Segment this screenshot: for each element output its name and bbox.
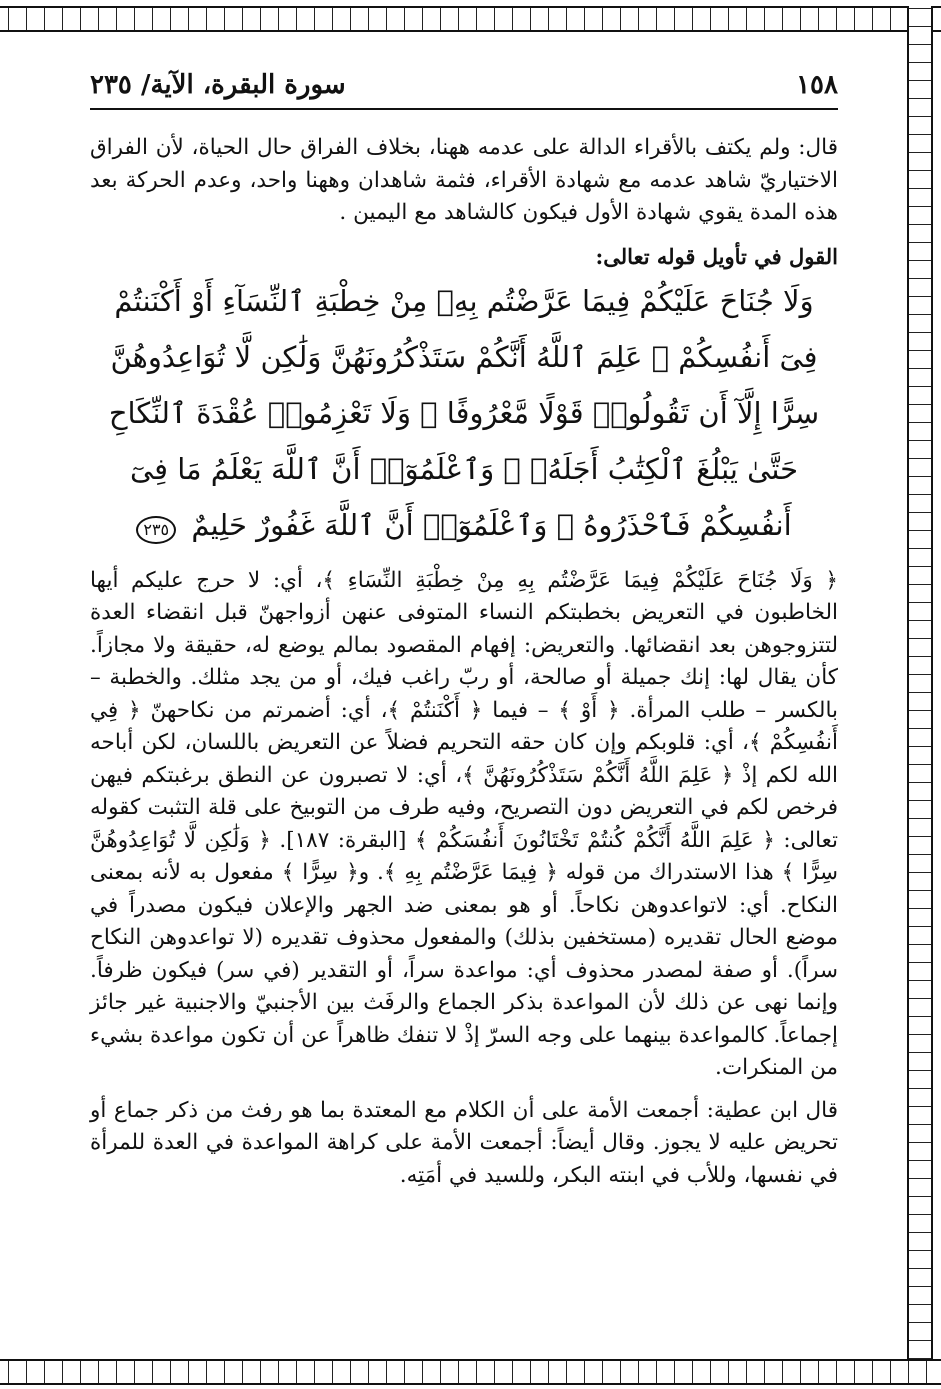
surah-reference: سورة البقرة، الآية/ ٢٣٥ xyxy=(90,70,346,100)
ornamental-border-top xyxy=(0,6,941,32)
intro-paragraph: قال: ولم يكتف بالأقراء الدالة على عدمه ههنا، بخلاف الفراق حال الحياة، لأن الفراق الاختياريّ شاهد عدمه مع شهادة الأقراء، فثمة شاهدان وههنا واحد، وعدم الحركة بعد هذه المدة يقوي شهادة الأول فيكون كالشاهد مع اليمين . xyxy=(90,135,838,225)
commentary-paragraph: ﴿ وَلَا جُنَاحَ عَلَيْكُمْ فِيمَا عَرَّضْتُم بِهِ مِنْ خِطْبَةِ النِّسَاءِ ﴾، أي: لا حرج عليكم أيها الخاطبون في التعريض بخطبتكم النساء المتوفى عنهن أزواجهنّ قبل انقضاء العدة لتتزوجوهن بعد انقضائها. والتعريض: إفهام المقصود بمالم يوضع له، حقيقة ولا مجازاً. كأن يقال لها: إنك جميلة أو صالحة، أو ربّ راغب فيك، أو من يجد مثلك. والخطبة – بالكسر – طلب المرأة. ﴿ أَوْ ﴾ – فيما ﴿ أَكْنَنتُمْ ﴾، أي: أضمرتم من نكاحهنّ ﴿ فِي أَنفُسِكُمْ ﴾، أي: قلوبكم وإن كان حقه التحريم فضلاً عن التعريض باللسان، لكن أباحه الله لكم إذْ ﴿ عَلِمَ اللَّهُ أَنَّكُمْ سَتَذْكُرُونَهُنَّ ﴾، أي: لا تصبرون عن النطق برغبتكم فيهن فرخص لكم في التعريض دون التصريح، وفيه طرف من التوبيخ على قلة التثبت كقوله تعالى: ﴿ عَلِمَ اللَّهُ أَنَّكُمْ كُنتُمْ تَخْتَانُونَ أَنفُسَكُمْ ﴾ [البقرة: ١٨٧]. ﴿ وَلَٰكِن لَّا تُوَاعِدُوهُنَّ سِرًّا ﴾ هذا الاستدراك من قوله ﴿ فِيمَا عَرَّضْتُم بِهِ ﴾. و﴿ سِرًّا ﴾ مفعول به لأنه بمعنى النكاح. أي: لاتواعدوهن نكاحاً. أو هو بمعنى ضد الجهر والإعلان فيكون مصدراً في موضع الحال تقديره (مستخفين بذلك) والمفعول محذوف تقديره (لا تواعدوهن النكاح سراً). أو صفة لمصدر محذوف أي: مواعدة سراً، أو التقدير (في سر) فيكون ظرفاً. وإنما نهى عن ذلك لأن المواعدة بذكر الجماع والرفَث بين الأجنبيّ والاجنبية غير جائز إجماعاً. كالمواعدة بينهما على وجه السرّ إذْ لا تنفك ظاهراً عن أن تكون مواعدة بشيء من المنكرات. xyxy=(90,567,838,1080)
quran-verse xyxy=(108,273,820,553)
page-number: ١٥٨ xyxy=(796,70,838,100)
verse-text: وَلَا جُنَاحَ عَلَيْكُمْ فِيمَا عَرَّضْتُم بِهِۦ مِنْ خِطْبَةِ ٱلنِّسَآءِ أَوْ أَكْنَنتُمْ فِىٓ أَنفُسِكُمْ ۚ عَلِمَ ٱللَّهُ أَنَّكُمْ سَتَذْكُرُونَهُنَّ وَلَٰكِن لَّا تُوَاعِدُوهُنَّ سِرًّا إِلَّآ أَن تَقُولُوا۟ قَوْلًا مَّعْرُوفًا ۚ وَلَا تَعْزِمُوا۟ عُقْدَةَ ٱلنِّكَاحِ حَتَّىٰ يَبْلُغَ ٱلْكِتَٰبُ أَجَلَهُۥ ۚ وَٱعْلَمُوٓا۟ أَنَّ ٱللَّهَ يَعْلَمُ مَا فِىٓ أَنفُسِكُمْ فَٱحْذَرُوهُ ۚ وَٱعْلَمُوٓا۟ أَنَّ ٱللَّهَ غَفُورٌ حَلِيمٌ xyxy=(108,283,820,542)
ornamental-border-bottom xyxy=(0,1359,941,1385)
section-heading: القول في تأويل قوله تعالى: xyxy=(595,243,838,269)
page-body xyxy=(90,70,838,1202)
verse-number-marker: ٢٣٥ xyxy=(136,516,176,544)
ibn-atiyya-paragraph: قال ابن عطية: أجمعت الأمة على أن الكلام مع المعتدة بما هو رفث من ذكر جماع أو تحريض عليه لا يجوز. وقال أيضاً: أجمعت الأمة على كراهة المواعدة في العدة للمرأة في نفسها، وللأب في ابنته البكر، وللسيد في أمَتِه. xyxy=(90,1097,838,1188)
running-header xyxy=(90,70,838,110)
ornamental-border-right xyxy=(907,6,933,1385)
